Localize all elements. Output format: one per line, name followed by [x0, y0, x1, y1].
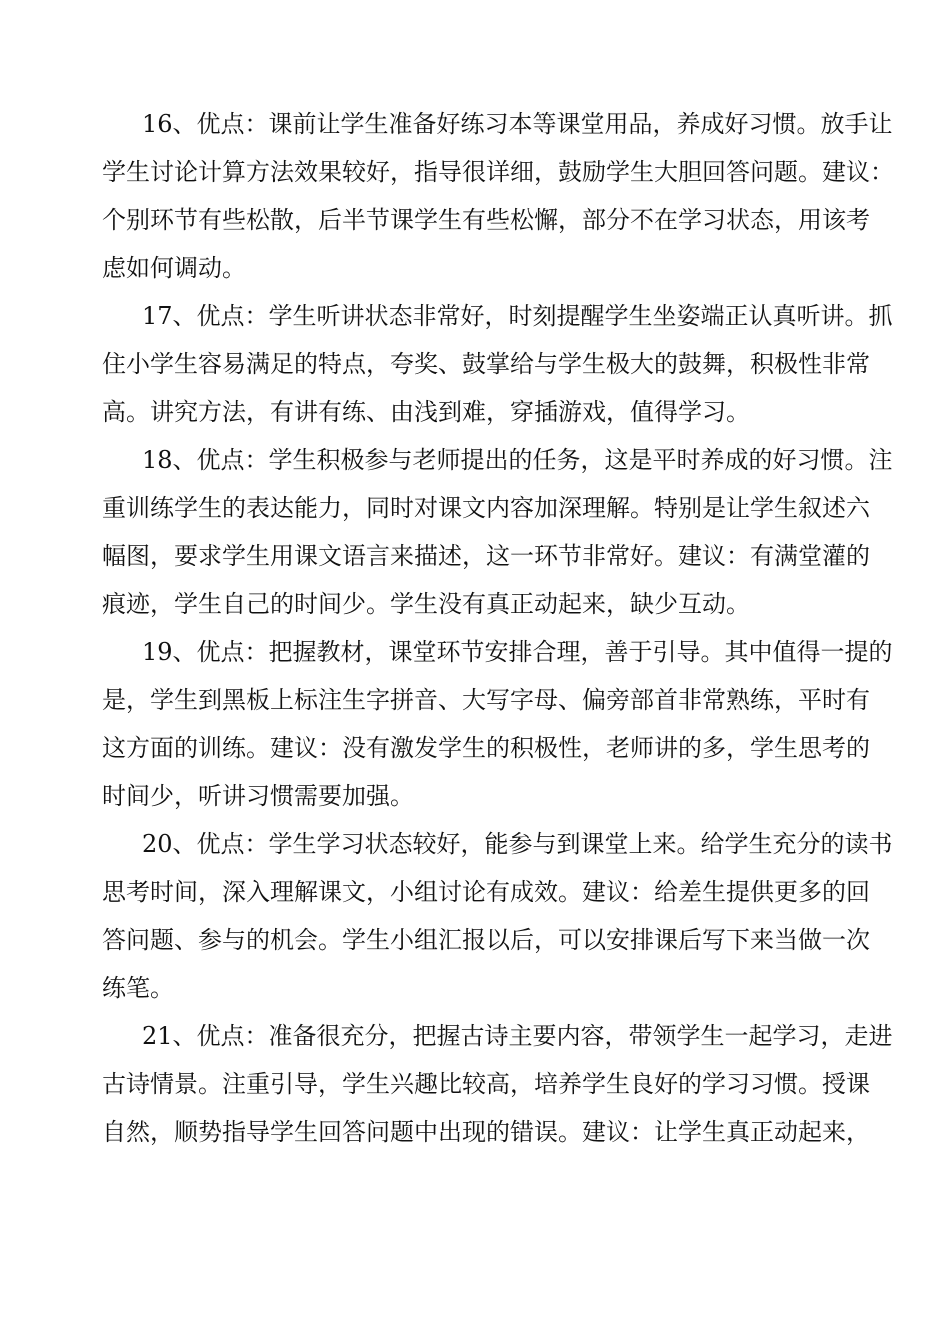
- paragraph-19: [102, 628, 893, 820]
- text-line: 高。讲究方法，有讲有练、由浅到难，穿插游戏，值得学习。: [102, 398, 750, 426]
- text-line: 幅图，要求学生用课文语言来描述，这一环节非常好。建议：有满堂灌的: [102, 542, 870, 570]
- text-line: 古诗情景。注重引导，学生兴趣比较高，培养学生良好的学习习惯。授课: [102, 1070, 870, 1098]
- text-line: 这方面的训练。建议：没有激发学生的积极性，老师讲的多，学生思考的: [102, 734, 870, 762]
- text-line: 时间少，听讲习惯需要加强。: [102, 782, 414, 810]
- text-line: 16、优点：课前让学生准备好练习本等课堂用品，养成好习惯。放手让: [142, 110, 893, 138]
- text-line: 19、优点：把握教材，课堂环节安排合理，善于引导。其中值得一提的: [142, 638, 893, 666]
- text-line: 17、优点：学生听讲状态非常好，时刻提醒学生坐姿端正认真听讲。抓: [142, 302, 893, 330]
- text-line: 练笔。: [102, 974, 174, 1002]
- text-line: 自然，顺势指导学生回答问题中出现的错误。建议：让学生真正动起来，: [102, 1118, 870, 1146]
- paragraph-20: [102, 820, 893, 1012]
- paragraph-18: [102, 436, 893, 628]
- paragraph-17: [102, 292, 893, 436]
- text-line: 学生讨论计算方法效果较好，指导很详细，鼓励学生大胆回答问题。建议：: [102, 158, 894, 186]
- text-line: 个别环节有些松散，后半节课学生有些松懈，部分不在学习状态，用该考: [102, 206, 870, 234]
- text-line: 住小学生容易满足的特点，夸奖、鼓掌给与学生极大的鼓舞，积极性非常: [102, 350, 870, 378]
- text-line: 思考时间，深入理解课文，小组讨论有成效。建议：给差生提供更多的回: [102, 878, 870, 906]
- text-line: 痕迹，学生自己的时间少。学生没有真正动起来，缺少互动。: [102, 590, 750, 618]
- text-line: 18、优点：学生积极参与老师提出的任务，这是平时养成的好习惯。注: [142, 446, 893, 474]
- text-line: 虑如何调动。: [102, 254, 246, 282]
- text-line: 20、优点：学生学习状态较好，能参与到课堂上来。给学生充分的读书: [142, 830, 893, 858]
- paragraph-16: [102, 100, 894, 292]
- text-line: 是，学生到黑板上标注生字拼音、大写字母、偏旁部首非常熟练，平时有: [102, 686, 870, 714]
- text-line: 21、优点：准备很充分，把握古诗主要内容，带领学生一起学习，走进: [142, 1022, 893, 1050]
- text-line: 答问题、参与的机会。学生小组汇报以后，可以安排课后写下来当做一次: [102, 926, 870, 954]
- text-line: 重训练学生的表达能力，同时对课文内容加深理解。特别是让学生叙述六: [102, 494, 870, 522]
- paragraph-21: [102, 1012, 893, 1156]
- document-body: [102, 100, 894, 1156]
